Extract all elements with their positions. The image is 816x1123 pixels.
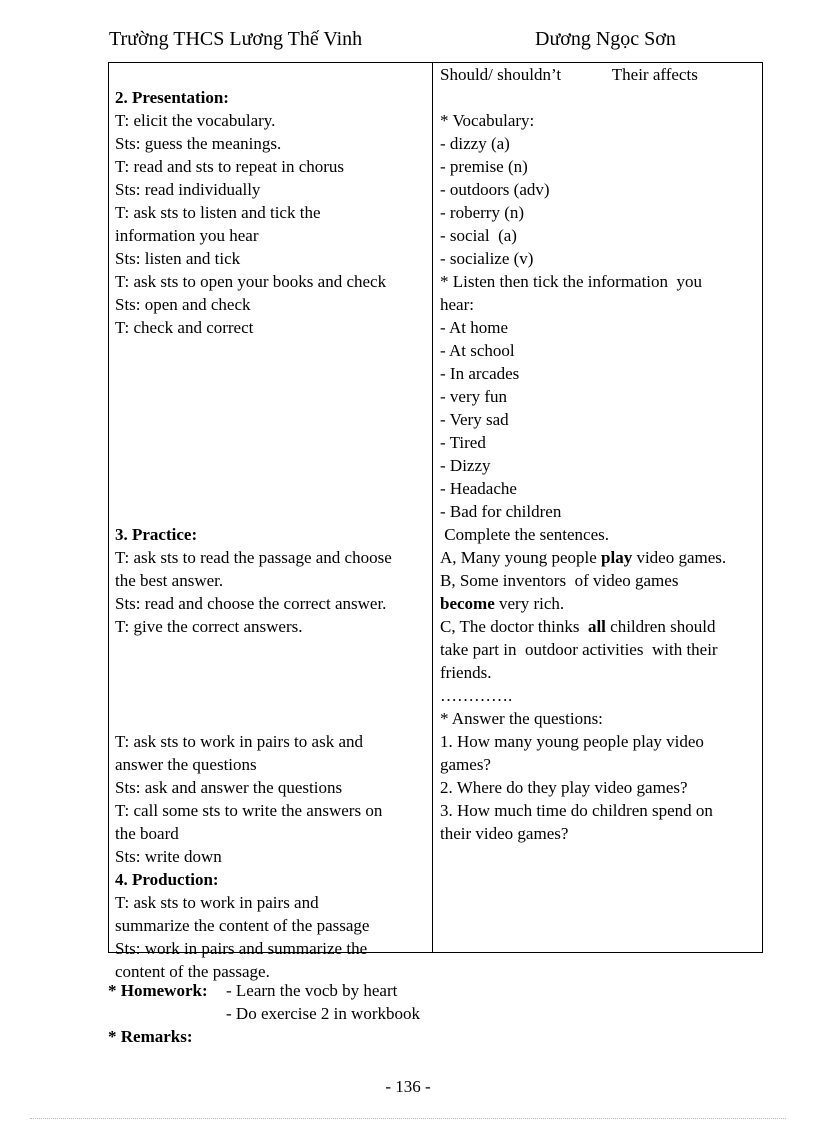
content-line [440, 523, 762, 546]
activity-line [115, 661, 427, 684]
activity-line: T: read and sts to repeat in chorus [115, 157, 345, 176]
content-line [440, 293, 762, 316]
content-line [440, 63, 762, 86]
activity-line [115, 454, 427, 477]
content-text: …………. [440, 686, 513, 705]
activity-line: T: give the correct answers. [115, 617, 303, 636]
bottom-dotted-line [30, 1118, 786, 1119]
content-text: 3. How much time do children spend on [440, 801, 713, 820]
column-divider [432, 63, 433, 952]
activity-line: Sts: work in pairs and summarize the [115, 939, 368, 958]
content-line [440, 569, 762, 592]
content-text: - roberry (n) [440, 203, 525, 222]
activity-line [115, 684, 427, 707]
content-line [440, 822, 762, 845]
activity-line: answer the questions [115, 755, 257, 774]
content-text: - very fun [440, 387, 508, 406]
content-text: A, Many young people [440, 548, 602, 567]
content-line [440, 385, 762, 408]
content-text: B, Some inventors of video games [440, 571, 679, 590]
content-text: - Headache [440, 479, 517, 498]
content-line [440, 684, 762, 707]
content-text: - socialize (v) [440, 249, 534, 268]
content-line [440, 500, 762, 523]
content-text: hear: [440, 295, 474, 314]
content-text: Complete the sentences. [440, 525, 610, 544]
content-line [440, 86, 762, 109]
content-line [440, 408, 762, 431]
content-line [440, 178, 762, 201]
activity-line: T: ask sts to work in pairs to ask and [115, 732, 363, 751]
content-text: - premise (n) [440, 157, 528, 176]
content-text: - dizzy (a) [440, 134, 510, 153]
activity-line: Sts: open and check [115, 295, 251, 314]
activity-line [115, 500, 427, 523]
activity-line: information you hear [115, 226, 259, 245]
activity-line: Sts: read individually [115, 180, 261, 199]
content-text: friends. [440, 663, 492, 682]
content-line [440, 592, 762, 615]
content-text: - In arcades [440, 364, 520, 383]
activity-line [115, 638, 427, 661]
content-text: - Bad for children [440, 502, 562, 521]
activity-line: T: elicit the vocabulary. [115, 111, 276, 130]
lesson-table [108, 62, 763, 981]
content-line [440, 454, 762, 477]
content-text: their video games? [440, 824, 569, 843]
activity-line: the board [115, 824, 179, 843]
content-text: Should/ shouldn’t Their affects [440, 65, 698, 84]
content-text: take part in outdoor activities with their [440, 640, 718, 659]
activity-line [115, 477, 427, 500]
activity-line [115, 63, 427, 86]
content-line [440, 155, 762, 178]
content-line [440, 753, 762, 776]
activity-line [115, 385, 427, 408]
emphasized-word: become [440, 594, 495, 613]
activity-line [115, 362, 427, 385]
activity-line: T: call some sts to write the answers on [115, 801, 383, 820]
content-text: C, The doctor thinks [440, 617, 588, 636]
content-line [440, 316, 762, 339]
content-line [440, 224, 762, 247]
activity-line [115, 339, 427, 362]
page-number: - 136 - [385, 1077, 431, 1096]
content-line [440, 615, 762, 638]
homework-item: - Do exercise 2 in workbook [226, 1004, 421, 1023]
content-line [440, 707, 762, 730]
activity-line: Sts: guess the meanings. [115, 134, 282, 153]
activity-line: T: ask sts to listen and tick the [115, 203, 321, 222]
activity-line: content of the passage. [115, 962, 270, 981]
content-text: games? [440, 755, 491, 774]
activity-line [115, 707, 427, 730]
activity-line: summarize the content of the passage [115, 916, 370, 935]
content-text: * Listen then tick the information you [440, 272, 703, 291]
content-line [440, 638, 762, 661]
activity-line: Sts: read and choose the correct answer. [115, 594, 387, 613]
content-text: 1. How many young people play video [440, 732, 704, 751]
emphasized-word: all [587, 617, 606, 636]
header-school-name: Trường THCS Lương Thế Vinh [109, 28, 363, 50]
content-line [440, 799, 762, 822]
content-line [440, 661, 762, 684]
activity-line: T: ask sts to read the passage and choose [115, 548, 392, 567]
content-line [440, 339, 762, 362]
section-heading: 3. Practice: [115, 525, 198, 544]
content-text: - At home [440, 318, 508, 337]
content-line [440, 109, 762, 132]
activity-line: Sts: listen and tick [115, 249, 241, 268]
header-author-name: Dương Ngọc Sơn [535, 28, 676, 50]
homework-label: * Homework: [108, 981, 208, 1000]
teacher-activities-column [115, 63, 427, 983]
homework-line-1 [108, 979, 397, 1002]
content-line [440, 247, 762, 270]
activity-line [115, 431, 427, 454]
emphasized-word: play [601, 548, 633, 567]
activity-line: T: check and correct [115, 318, 254, 337]
remarks-label: * Remarks: [108, 1027, 193, 1046]
content-text: 2. Where do they play video games? [440, 778, 688, 797]
content-text: - Very sad [440, 410, 509, 429]
content-line [440, 132, 762, 155]
content-line [440, 546, 762, 569]
homework-line-2 [108, 1002, 420, 1025]
content-text: * Answer the questions: [440, 709, 603, 728]
activity-line: the best answer. [115, 571, 224, 590]
content-line [440, 270, 762, 293]
section-heading: 4. Production: [115, 870, 219, 889]
content-line [440, 431, 762, 454]
content-text: - social (a) [440, 226, 517, 245]
section-heading: 2. Presentation: [115, 88, 229, 107]
activity-line [115, 408, 427, 431]
content-text: - outdoors (adv) [440, 180, 550, 199]
content-line [440, 362, 762, 385]
activity-line: Sts: write down [115, 847, 222, 866]
content-line [440, 730, 762, 753]
content-text: * Vocabulary: [440, 111, 535, 130]
content-text: video games. [632, 548, 727, 567]
content-line [440, 477, 762, 500]
content-text: - Tired [440, 433, 486, 452]
activity-line: Sts: ask and answer the questions [115, 778, 343, 797]
content-text: - At school [440, 341, 515, 360]
content-line [440, 201, 762, 224]
activity-line: T: ask sts to open your books and check [115, 272, 387, 291]
content-text: very rich. [494, 594, 565, 613]
content-text: - Dizzy [440, 456, 491, 475]
homework-item: - Learn the vocb by heart [226, 981, 398, 1000]
content-line [440, 776, 762, 799]
activity-line: T: ask sts to work in pairs and [115, 893, 319, 912]
lesson-content-column [440, 63, 762, 845]
content-text: children should [605, 617, 716, 636]
